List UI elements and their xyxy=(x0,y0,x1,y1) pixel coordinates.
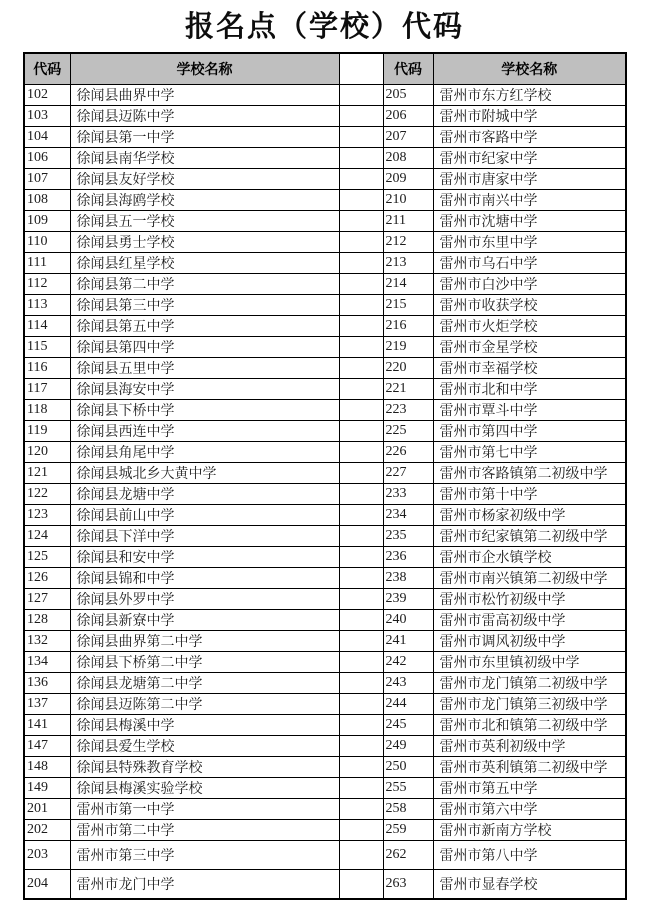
left-school-cell: 徐闻县海安中学 xyxy=(70,379,339,400)
left-school-cell: 徐闻县龙塘第二中学 xyxy=(70,673,339,694)
left-school-cell: 徐闻县下桥中学 xyxy=(70,400,339,421)
left-code-cell: 147 xyxy=(24,736,70,757)
left-code-cell: 141 xyxy=(24,715,70,736)
right-school-cell: 雷州市南兴中学 xyxy=(433,190,626,211)
right-code-cell: 206 xyxy=(383,106,433,127)
right-code-cell: 239 xyxy=(383,589,433,610)
table-row xyxy=(24,673,626,694)
table-row xyxy=(24,589,626,610)
table-row xyxy=(24,505,626,526)
right-school-cell: 雷州市白沙中学 xyxy=(433,274,626,295)
spacer-cell xyxy=(339,694,383,715)
spacer-cell xyxy=(339,316,383,337)
spacer-cell xyxy=(339,610,383,631)
right-code-cell: 250 xyxy=(383,757,433,778)
spacer-cell xyxy=(339,870,383,899)
spacer-cell xyxy=(339,106,383,127)
right-code-cell: 211 xyxy=(383,211,433,232)
right-code-cell: 241 xyxy=(383,631,433,652)
table-row xyxy=(24,295,626,316)
left-code-cell: 109 xyxy=(24,211,70,232)
left-code-cell: 201 xyxy=(24,799,70,820)
left-code-cell: 112 xyxy=(24,274,70,295)
left-school-cell: 徐闻县西连中学 xyxy=(70,421,339,442)
table-body xyxy=(24,85,626,899)
right-code-cell: 220 xyxy=(383,358,433,379)
table-row xyxy=(24,631,626,652)
left-code-cell: 114 xyxy=(24,316,70,337)
spacer-cell xyxy=(339,652,383,673)
right-code-cell: 249 xyxy=(383,736,433,757)
right-code-cell: 227 xyxy=(383,463,433,484)
left-school-cell: 徐闻县前山中学 xyxy=(70,505,339,526)
right-school-cell: 雷州市覃斗中学 xyxy=(433,400,626,421)
table-row xyxy=(24,778,626,799)
spacer-column-header xyxy=(339,53,383,85)
right-code-cell: 221 xyxy=(383,379,433,400)
right-school-cell: 雷州市收获学校 xyxy=(433,295,626,316)
table-row xyxy=(24,799,626,820)
left-code-cell: 102 xyxy=(24,85,70,106)
table-row xyxy=(24,85,626,106)
left-code-cell: 110 xyxy=(24,232,70,253)
spacer-cell xyxy=(339,757,383,778)
right-code-cell: 242 xyxy=(383,652,433,673)
right-code-cell: 258 xyxy=(383,799,433,820)
right-school-cell: 雷州市第七中学 xyxy=(433,442,626,463)
table-row xyxy=(24,274,626,295)
left-code-cell: 122 xyxy=(24,484,70,505)
right-code-cell: 212 xyxy=(383,232,433,253)
table-row xyxy=(24,463,626,484)
left-code-cell: 136 xyxy=(24,673,70,694)
right-code-cell: 209 xyxy=(383,169,433,190)
right-school-cell: 雷州市客路镇第二初级中学 xyxy=(433,463,626,484)
spacer-cell xyxy=(339,274,383,295)
right-school-cell: 雷州市唐家中学 xyxy=(433,169,626,190)
right-code-cell: 223 xyxy=(383,400,433,421)
right-school-cell: 雷州市第五中学 xyxy=(433,778,626,799)
spacer-cell xyxy=(339,778,383,799)
table-row xyxy=(24,757,626,778)
spacer-cell xyxy=(339,400,383,421)
spacer-cell xyxy=(339,127,383,148)
table-row xyxy=(24,169,626,190)
spacer-cell xyxy=(339,85,383,106)
left-code-cell: 121 xyxy=(24,463,70,484)
right-school-cell: 雷州市调风初级中学 xyxy=(433,631,626,652)
right-code-cell: 238 xyxy=(383,568,433,589)
left-code-cell: 125 xyxy=(24,547,70,568)
page-title: 报名点（学校）代码 xyxy=(184,11,464,43)
right-code-cell: 214 xyxy=(383,274,433,295)
table-row xyxy=(24,547,626,568)
left-code-cell: 202 xyxy=(24,820,70,841)
left-school-cell: 徐闻县下桥第二中学 xyxy=(70,652,339,673)
left-code-cell: 124 xyxy=(24,526,70,547)
table-row xyxy=(24,442,626,463)
spacer-cell xyxy=(339,820,383,841)
right-school-cell: 雷州市显春学校 xyxy=(433,870,626,899)
left-code-cell: 123 xyxy=(24,505,70,526)
spacer-cell xyxy=(339,148,383,169)
left-code-cell: 107 xyxy=(24,169,70,190)
table-row xyxy=(24,870,626,899)
left-school-cell: 徐闻县迈陈中学 xyxy=(70,106,339,127)
table-row xyxy=(24,127,626,148)
left-school-cell: 徐闻县梅溪实验学校 xyxy=(70,778,339,799)
left-code-cell: 113 xyxy=(24,295,70,316)
right-school-cell: 雷州市纪家中学 xyxy=(433,148,626,169)
right-school-cell: 雷州市北和镇第二初级中学 xyxy=(433,715,626,736)
right-code-cell: 216 xyxy=(383,316,433,337)
left-code-cell: 118 xyxy=(24,400,70,421)
left-school-name-header: 学校名称 xyxy=(70,53,339,85)
right-school-cell: 雷州市东方红学校 xyxy=(433,85,626,106)
right-school-cell: 雷州市第六中学 xyxy=(433,799,626,820)
right-school-cell: 雷州市东里镇初级中学 xyxy=(433,652,626,673)
right-school-cell: 雷州市企水镇学校 xyxy=(433,547,626,568)
table-row xyxy=(24,316,626,337)
left-code-cell: 134 xyxy=(24,652,70,673)
left-school-cell: 徐闻县五一学校 xyxy=(70,211,339,232)
right-code-cell: 259 xyxy=(383,820,433,841)
left-school-cell: 徐闻县第四中学 xyxy=(70,337,339,358)
table-row xyxy=(24,694,626,715)
table-row xyxy=(24,337,626,358)
left-school-cell: 徐闻县锦和中学 xyxy=(70,568,339,589)
right-school-cell: 雷州市雷高初级中学 xyxy=(433,610,626,631)
spacer-cell xyxy=(339,505,383,526)
right-school-cell: 雷州市客路中学 xyxy=(433,127,626,148)
spacer-cell xyxy=(339,379,383,400)
left-school-cell: 徐闻县特殊教育学校 xyxy=(70,757,339,778)
right-code-header: 代码 xyxy=(383,53,433,85)
right-school-cell: 雷州市附城中学 xyxy=(433,106,626,127)
right-school-cell: 雷州市乌石中学 xyxy=(433,253,626,274)
left-code-cell: 128 xyxy=(24,610,70,631)
table-row xyxy=(24,379,626,400)
table-row xyxy=(24,106,626,127)
left-code-cell: 132 xyxy=(24,631,70,652)
right-school-cell: 雷州市火炬学校 xyxy=(433,316,626,337)
spacer-cell xyxy=(339,484,383,505)
left-code-cell: 120 xyxy=(24,442,70,463)
table-row xyxy=(24,484,626,505)
table-row xyxy=(24,232,626,253)
right-school-name-header: 学校名称 xyxy=(433,53,626,85)
right-code-cell: 207 xyxy=(383,127,433,148)
left-code-cell: 126 xyxy=(24,568,70,589)
right-school-cell: 雷州市新南方学校 xyxy=(433,820,626,841)
right-school-cell: 雷州市北和中学 xyxy=(433,379,626,400)
right-code-cell: 262 xyxy=(383,841,433,870)
spacer-cell xyxy=(339,190,383,211)
left-school-cell: 徐闻县第二中学 xyxy=(70,274,339,295)
left-school-cell: 徐闻县曲界中学 xyxy=(70,85,339,106)
left-code-cell: 119 xyxy=(24,421,70,442)
spacer-cell xyxy=(339,631,383,652)
right-school-cell: 雷州市英利镇第二初级中学 xyxy=(433,757,626,778)
table-row xyxy=(24,148,626,169)
table-row xyxy=(24,820,626,841)
right-school-cell: 雷州市南兴镇第二初级中学 xyxy=(433,568,626,589)
spacer-cell xyxy=(339,736,383,757)
right-school-cell: 雷州市松竹初级中学 xyxy=(433,589,626,610)
left-school-cell: 徐闻县城北乡大黄中学 xyxy=(70,463,339,484)
right-school-cell: 雷州市第十中学 xyxy=(433,484,626,505)
table-header-row xyxy=(24,53,626,85)
right-code-cell: 215 xyxy=(383,295,433,316)
table-row xyxy=(24,715,626,736)
left-code-cell: 203 xyxy=(24,841,70,870)
right-school-cell: 雷州市龙门镇第二初级中学 xyxy=(433,673,626,694)
left-code-cell: 108 xyxy=(24,190,70,211)
spacer-cell xyxy=(339,526,383,547)
left-code-cell: 127 xyxy=(24,589,70,610)
table-row xyxy=(24,610,626,631)
left-code-cell: 104 xyxy=(24,127,70,148)
right-school-cell: 雷州市沈塘中学 xyxy=(433,211,626,232)
right-code-cell: 234 xyxy=(383,505,433,526)
right-code-cell: 245 xyxy=(383,715,433,736)
left-code-cell: 106 xyxy=(24,148,70,169)
left-school-cell: 徐闻县第三中学 xyxy=(70,295,339,316)
right-school-cell: 雷州市第八中学 xyxy=(433,841,626,870)
right-code-cell: 236 xyxy=(383,547,433,568)
right-code-cell: 210 xyxy=(383,190,433,211)
table-row xyxy=(24,400,626,421)
right-school-cell: 雷州市杨家初级中学 xyxy=(433,505,626,526)
spacer-cell xyxy=(339,463,383,484)
left-school-cell: 雷州市第一中学 xyxy=(70,799,339,820)
right-code-cell: 205 xyxy=(383,85,433,106)
right-code-cell: 226 xyxy=(383,442,433,463)
spacer-cell xyxy=(339,799,383,820)
right-code-cell: 225 xyxy=(383,421,433,442)
left-code-cell: 111 xyxy=(24,253,70,274)
left-code-header: 代码 xyxy=(24,53,70,85)
spacer-cell xyxy=(339,358,383,379)
spacer-cell xyxy=(339,211,383,232)
left-code-cell: 103 xyxy=(24,106,70,127)
table-row xyxy=(24,526,626,547)
right-code-cell: 235 xyxy=(383,526,433,547)
table-row xyxy=(24,253,626,274)
right-code-cell: 244 xyxy=(383,694,433,715)
left-code-cell: 148 xyxy=(24,757,70,778)
school-code-table xyxy=(23,52,627,900)
left-school-cell: 徐闻县五里中学 xyxy=(70,358,339,379)
right-school-cell: 雷州市第四中学 xyxy=(433,421,626,442)
spacer-cell xyxy=(339,253,383,274)
spacer-cell xyxy=(339,841,383,870)
left-code-cell: 204 xyxy=(24,870,70,899)
right-code-cell: 243 xyxy=(383,673,433,694)
spacer-cell xyxy=(339,337,383,358)
left-school-cell: 徐闻县角尾中学 xyxy=(70,442,339,463)
spacer-cell xyxy=(339,673,383,694)
left-school-cell: 徐闻县和安中学 xyxy=(70,547,339,568)
left-school-cell: 雷州市龙门中学 xyxy=(70,870,339,899)
table-row xyxy=(24,841,626,870)
right-code-cell: 208 xyxy=(383,148,433,169)
left-school-cell: 徐闻县下洋中学 xyxy=(70,526,339,547)
right-code-cell: 213 xyxy=(383,253,433,274)
left-code-cell: 149 xyxy=(24,778,70,799)
right-school-cell: 雷州市纪家镇第二初级中学 xyxy=(433,526,626,547)
right-code-cell: 233 xyxy=(383,484,433,505)
left-school-cell: 徐闻县南华学校 xyxy=(70,148,339,169)
left-school-cell: 徐闻县友好学校 xyxy=(70,169,339,190)
spacer-cell xyxy=(339,568,383,589)
left-school-cell: 徐闻县曲界第二中学 xyxy=(70,631,339,652)
right-code-cell: 219 xyxy=(383,337,433,358)
left-school-cell: 徐闻县龙塘中学 xyxy=(70,484,339,505)
left-school-cell: 徐闻县第五中学 xyxy=(70,316,339,337)
table-row xyxy=(24,652,626,673)
right-code-cell: 263 xyxy=(383,870,433,899)
table-row xyxy=(24,211,626,232)
right-school-cell: 雷州市金星学校 xyxy=(433,337,626,358)
left-code-cell: 116 xyxy=(24,358,70,379)
table-row xyxy=(24,568,626,589)
left-school-cell: 雷州市第三中学 xyxy=(70,841,339,870)
spacer-cell xyxy=(339,715,383,736)
right-school-cell: 雷州市东里中学 xyxy=(433,232,626,253)
left-school-cell: 徐闻县爱生学校 xyxy=(70,736,339,757)
spacer-cell xyxy=(339,442,383,463)
spacer-cell xyxy=(339,295,383,316)
left-code-cell: 117 xyxy=(24,379,70,400)
right-school-cell: 雷州市龙门镇第三初级中学 xyxy=(433,694,626,715)
left-school-cell: 徐闻县海鸥学校 xyxy=(70,190,339,211)
table-row xyxy=(24,421,626,442)
left-school-cell: 徐闻县梅溪中学 xyxy=(70,715,339,736)
left-school-cell: 徐闻县第一中学 xyxy=(70,127,339,148)
spacer-cell xyxy=(339,547,383,568)
left-school-cell: 徐闻县新寮中学 xyxy=(70,610,339,631)
left-code-cell: 137 xyxy=(24,694,70,715)
table-row xyxy=(24,358,626,379)
table-row xyxy=(24,190,626,211)
right-code-cell: 240 xyxy=(383,610,433,631)
spacer-cell xyxy=(339,589,383,610)
table-row xyxy=(24,736,626,757)
right-school-cell: 雷州市英利初级中学 xyxy=(433,736,626,757)
left-school-cell: 徐闻县红星学校 xyxy=(70,253,339,274)
spacer-cell xyxy=(339,232,383,253)
left-school-cell: 徐闻县勇士学校 xyxy=(70,232,339,253)
right-school-cell: 雷州市幸福学校 xyxy=(433,358,626,379)
left-school-cell: 徐闻县外罗中学 xyxy=(70,589,339,610)
spacer-cell xyxy=(339,421,383,442)
spacer-cell xyxy=(339,169,383,190)
left-code-cell: 115 xyxy=(24,337,70,358)
right-code-cell: 255 xyxy=(383,778,433,799)
left-school-cell: 徐闻县迈陈第二中学 xyxy=(70,694,339,715)
left-school-cell: 雷州市第二中学 xyxy=(70,820,339,841)
